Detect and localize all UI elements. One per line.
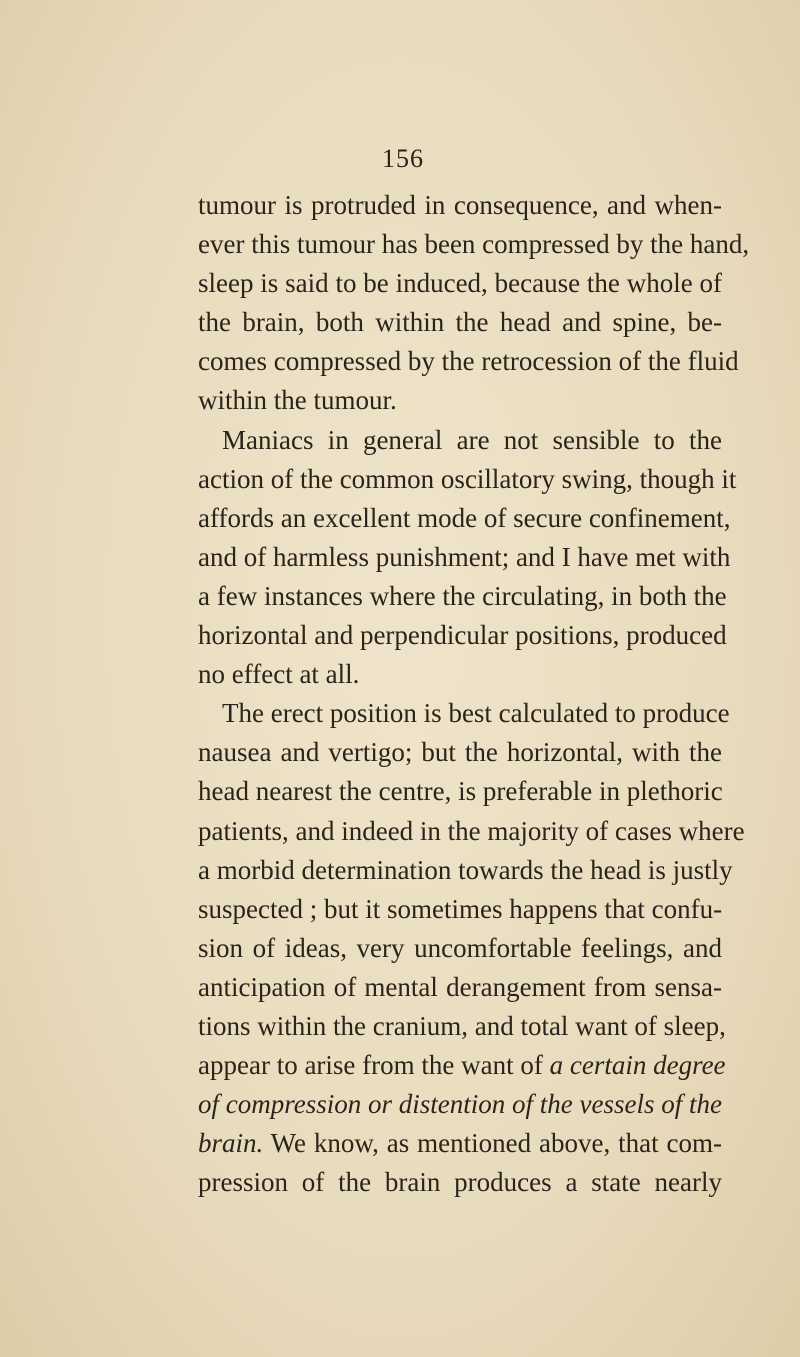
text-line: a morbid determination towards the head is justly xyxy=(198,854,733,885)
text-line: no effect at all. xyxy=(198,659,360,690)
italic-text: a certain degree xyxy=(549,1050,726,1081)
italic-text: brain. xyxy=(198,1128,264,1159)
text-line: within the tumour. xyxy=(198,385,397,416)
text-line: the brain, both within the head and spine, be- xyxy=(198,307,722,338)
text-line: pression of the brain produces a state nearly xyxy=(198,1167,722,1198)
text-line xyxy=(198,1085,722,1124)
text-line: nausea and vertigo; but the horizontal, with the xyxy=(198,737,722,768)
text-line: suspected ; but it sometimes happens that confu- xyxy=(198,893,723,924)
text-line: sion of ideas, very uncomfortable feelings, and xyxy=(198,932,722,963)
text-segment: appear to arise from the want of xyxy=(198,1050,550,1081)
text-line: The erect position is best calculated to produce xyxy=(222,698,730,729)
text-line: tions within the cranium, and total want of sleep, xyxy=(198,1010,726,1041)
text-line: Maniacs in general are not sensible to the xyxy=(222,424,722,455)
text-line: action of the common oscillatory swing, though it xyxy=(198,463,737,494)
text-line: affords an excellent mode of secure confinement, xyxy=(198,502,731,533)
text-line: patients, and indeed in the majority of cases where xyxy=(198,815,745,846)
text-line: comes compressed by the retrocession of the fluid xyxy=(198,346,739,377)
text-line xyxy=(198,1124,722,1163)
text-line: sleep is said to be induced, because the whole of xyxy=(198,268,722,299)
text-segment: We know, as mentioned above, that com- xyxy=(263,1128,722,1159)
text-line: anticipation of mental derangement from sensa- xyxy=(198,971,722,1002)
text-line: head nearest the centre, is preferable in plethoric xyxy=(198,776,723,807)
text-line: a few instances where the circulating, in both the xyxy=(198,580,727,611)
body-text xyxy=(198,186,750,1202)
page-number: 156 xyxy=(382,144,424,173)
text-line: ever this tumour has been compressed by the hand, xyxy=(198,229,750,260)
text-line: tumour is protruded in consequence, and when- xyxy=(198,190,722,220)
text-line xyxy=(198,1046,726,1085)
text-line: horizontal and perpendicular positions, produced xyxy=(198,620,727,651)
italic-text: of compression or distention of the vessels of the xyxy=(198,1089,722,1120)
text-line: and of harmless punishment; and I have met with xyxy=(198,541,731,572)
